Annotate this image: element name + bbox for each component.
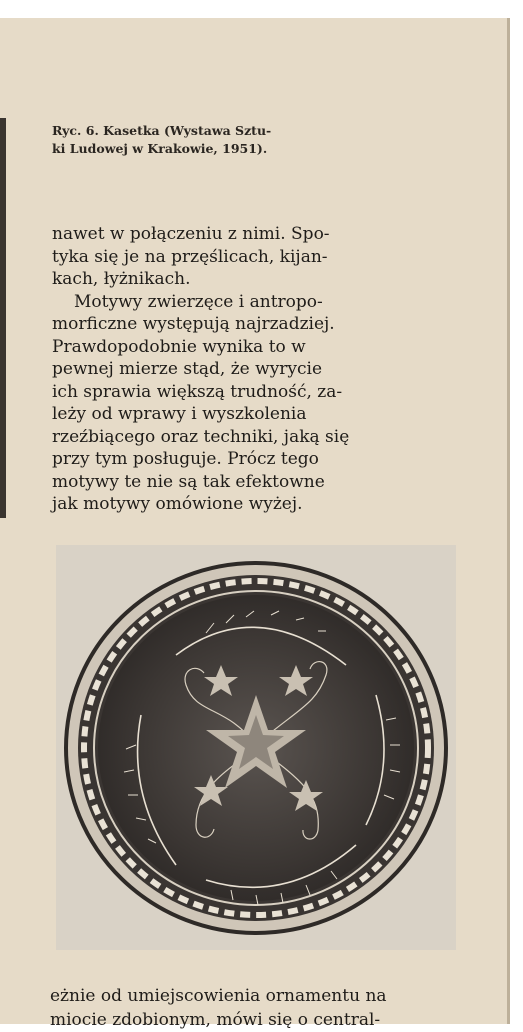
- figure-caption: [52, 122, 342, 158]
- text-line: motywy te nie są tak efektowne: [52, 471, 325, 492]
- text-line: Prawdopodobnie wynika to w: [52, 336, 306, 357]
- text-line: przy tym posługuje. Prócz tego: [52, 449, 319, 469]
- carved-box-lid-photo: [56, 545, 456, 950]
- text-line: leży od wprawy i wyszkolenia: [52, 404, 307, 424]
- text-line: kach, łyżnikach.: [52, 269, 191, 289]
- caption-line-2: ki Ludowej w Krakowie, 1951).: [52, 141, 268, 156]
- body-text: [52, 223, 398, 516]
- text-line: pewnej mierze stąd, że wyrycie: [52, 359, 323, 379]
- text-line: ich sprawia większą trudność, za-: [52, 381, 343, 402]
- caption-line-1: Ryc. 6. Kasetka (Wystawa Sztu-: [52, 123, 272, 138]
- text-line: Motywy zwierzęce i antropo-: [74, 291, 323, 312]
- text-line: nawet w połączeniu z nimi. Spo-: [52, 224, 330, 244]
- text-line: rzeźbiącego oraz techniki, jaką się: [52, 426, 350, 447]
- text-line: tyka się je na przęślicach, kijan-: [52, 246, 328, 267]
- paragraph-2: [52, 291, 398, 516]
- text-line: morficzne występują najrzadziej.: [52, 314, 335, 334]
- continued-text: [50, 984, 400, 1032]
- text-line: eżnie od umiejscowienia ornamentu na: [50, 986, 387, 1006]
- text-line: miocie zdobionym, mówi się o central-: [50, 1010, 381, 1030]
- page-edge-shadow: [0, 118, 6, 518]
- text-line: jak motywy omówione wyżej.: [52, 494, 303, 514]
- paragraph-1: [52, 223, 398, 291]
